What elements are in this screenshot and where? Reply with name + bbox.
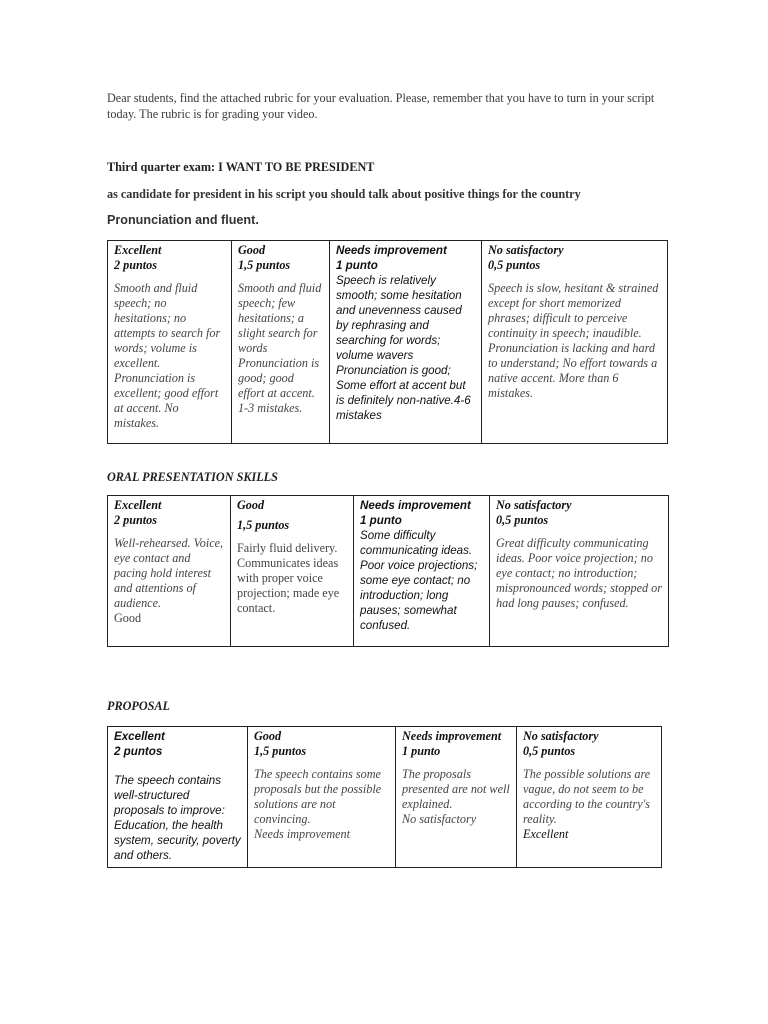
rubric-cell-no-satisfactory <box>482 241 668 444</box>
criteria-text: Speech is relatively smooth; some hesitation and unevenness caused by rephrasing and searching for words; volume wavers Pronunciation is good; Some effort at accent but is definitely non-native.4-6 mistakes <box>336 274 471 422</box>
points-label: 1,5 puntos <box>237 518 290 532</box>
rubric-cell-good <box>232 241 330 444</box>
criteria-text: The speech contains well-structured proposals to improve: Education, the health system, security, poverty and others. <box>114 774 241 862</box>
level-label: No satisfactory <box>523 729 599 743</box>
criteria-text: Well-rehearsed. Voice, eye contact and pacing hold interest and attentions of audience. <box>114 536 224 610</box>
criteria-text: Fairly fluid delivery. Communicates ideas with proper voice projection; made eye contact. <box>237 541 340 615</box>
oral-presentation-heading: ORAL PRESENTATION SKILLS <box>107 470 278 484</box>
rubric-cell-good <box>231 496 354 647</box>
criteria-text: Smooth and fluid speech; few hesitations; a slight search for words Pronunciation is good; good effort at accent. 1-3 mistakes. <box>238 281 322 415</box>
exam-title: Third quarter exam: I WANT TO BE PRESIDENT <box>107 160 375 174</box>
rubric-cell-no-satisfactory <box>517 727 662 868</box>
rubric-cell-good <box>248 727 396 868</box>
pronunciation-rubric-table <box>107 240 668 444</box>
points-label: 1 punto <box>336 259 378 272</box>
rubric-cell-no-satisfactory <box>490 496 669 647</box>
level-label: Good <box>238 243 266 257</box>
points-label: 1 punto <box>402 744 441 758</box>
level-label: Excellent <box>114 730 165 743</box>
rubric-cell-excellent <box>108 496 231 647</box>
level-label: No satisfactory <box>496 498 572 512</box>
points-label: 0,5 puntos <box>488 258 541 272</box>
points-label: 1,5 puntos <box>238 258 291 272</box>
level-label: Needs improvement <box>402 729 502 743</box>
table-row <box>108 727 662 868</box>
criteria-text: The speech contains some proposals but the possible solutions are not convincing. <box>254 767 382 826</box>
level-label: Good <box>254 729 282 743</box>
level-label: Good <box>237 498 265 512</box>
points-label: 2 puntos <box>114 745 163 758</box>
table-row <box>108 241 668 444</box>
table-row <box>108 496 669 647</box>
criteria-text: The proposals presented are not well explained. <box>402 767 510 811</box>
rating-note: No satisfactory <box>402 812 477 826</box>
rubric-cell-needs-improvement <box>354 496 490 647</box>
points-label: 1 punto <box>360 514 402 527</box>
criteria-text: Great difficulty communicating ideas. Poor voice projection; no eye contact; no introduction; mispronounced words; stopped or had long pauses; confused. <box>496 536 662 610</box>
rubric-cell-excellent <box>108 241 232 444</box>
rubric-cell-needs-improvement <box>396 727 517 868</box>
level-label: Needs improvement <box>336 244 447 257</box>
level-label: Needs improvement <box>360 499 471 512</box>
criteria-text: The possible solutions are vague, do not seem to be according to the country's reality. <box>523 767 651 826</box>
oral-presentation-rubric-table <box>107 495 669 647</box>
criteria-text: Speech is slow, hesitant & strained except for short memorized phrases; difficult to perceive continuity in speech; inaudible. Pronunciation is lacking and hard to understand; No effort towards a native accent. More than 6 mistakes. <box>488 281 659 400</box>
points-label: 1,5 puntos <box>254 744 307 758</box>
points-label: 0,5 puntos <box>496 513 549 527</box>
points-label: 0,5 puntos <box>523 744 576 758</box>
rating-note: Excellent <box>523 827 569 841</box>
proposal-rubric-table <box>107 726 662 868</box>
intro-paragraph: Dear students, find the attached rubric for your evaluation. Please, remember that you have to turn in your script today. The rubric is for grading your video. <box>107 91 655 121</box>
points-label: 2 puntos <box>114 258 158 272</box>
rubric-cell-needs-improvement <box>330 241 482 444</box>
level-label: Excellent <box>114 498 162 512</box>
criteria-text: Smooth and fluid speech; no hesitations; no attempts to search for words; volume is excellent. Pronunciation is excellent; good effort at accent. No mistakes. <box>114 281 221 430</box>
points-label: 2 puntos <box>114 513 158 527</box>
rating-note: Needs improvement <box>254 827 351 841</box>
exam-subtitle: as candidate for president in his script you should talk about positive things for the country <box>107 187 581 201</box>
criteria-text: Some difficulty communicating ideas. Poor voice projections; some eye contact; no introduction; long pauses; somewhat confused. <box>360 529 478 632</box>
rating-note: Good <box>114 611 142 625</box>
level-label: Excellent <box>114 243 162 257</box>
proposal-heading: PROPOSAL <box>107 699 170 713</box>
pronunciation-heading: Pronunciation and fluent. <box>107 213 259 227</box>
level-label: No satisfactory <box>488 243 564 257</box>
rubric-cell-excellent <box>108 727 248 868</box>
